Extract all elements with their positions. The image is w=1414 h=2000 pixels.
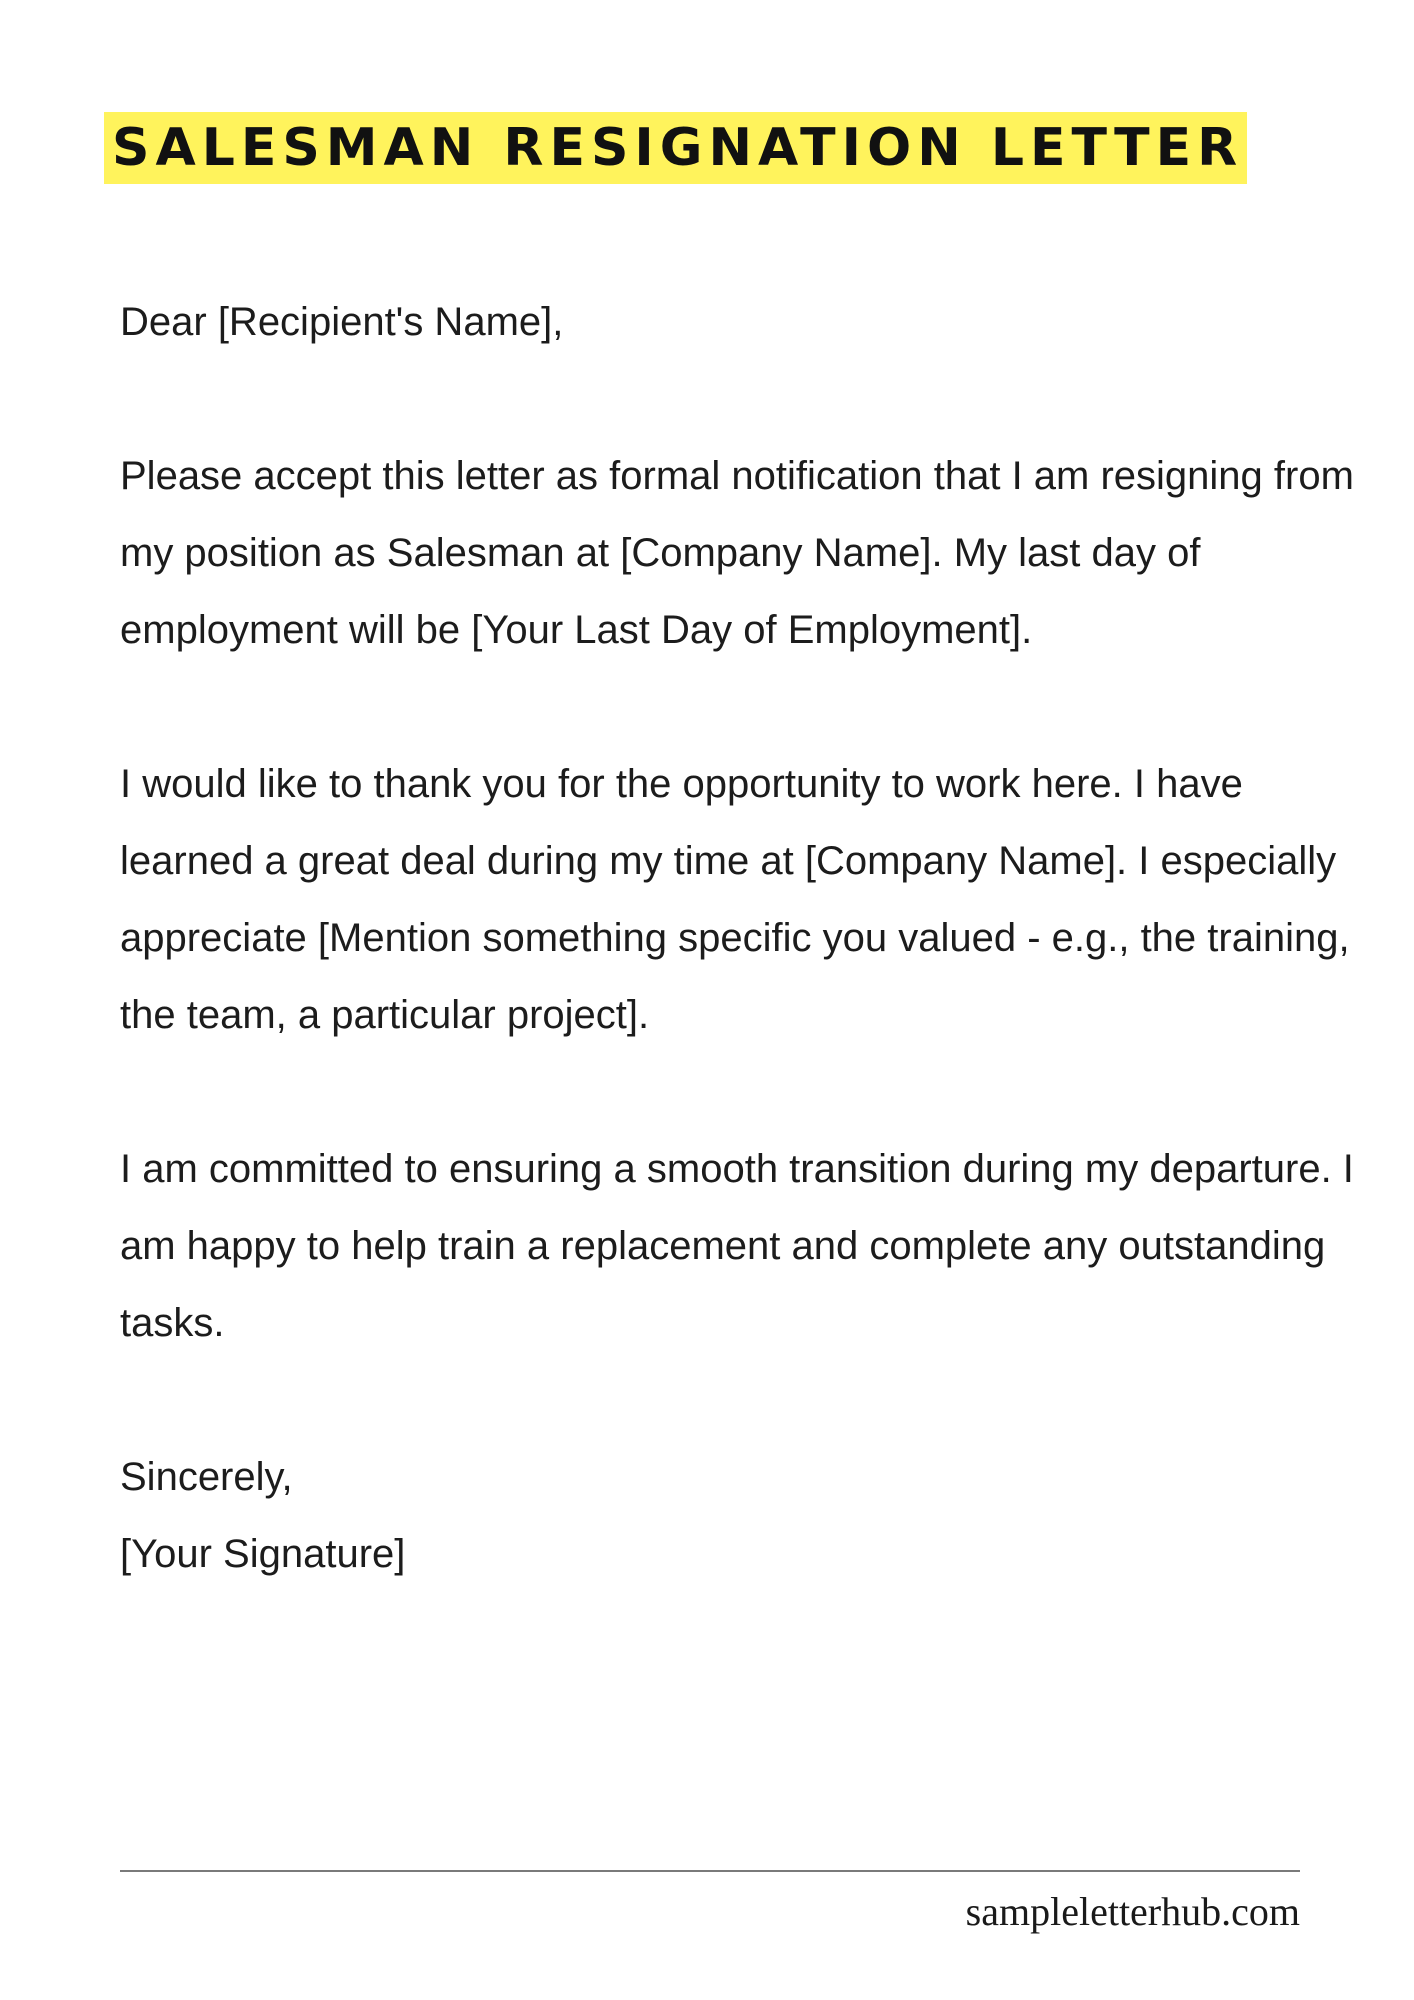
greeting: Dear [Recipient's Name], — [120, 300, 564, 344]
spacer — [120, 1054, 1360, 1131]
spacer — [120, 669, 1360, 746]
paragraph-3: I am committed to ensuring a smooth transition during my departure. I am happy to help train a replacement and complete any outstanding tasks. — [120, 1147, 1354, 1345]
page-title: SALESMAN RESIGNATION LETTER — [104, 112, 1247, 184]
letter-body — [120, 284, 1360, 1593]
paragraph-2: I would like to thank you for the opportunity to work here. I have learned a great deal during my time at [Company Name]. I especially appreciate [Mention something specific you valued - e.g., the training, the team, a particular project]. — [120, 762, 1350, 1037]
spacer — [120, 361, 1360, 438]
spacer — [120, 1362, 1360, 1439]
title-container — [104, 112, 1247, 184]
closing: Sincerely, — [120, 1455, 293, 1499]
signature: [Your Signature] — [120, 1532, 406, 1576]
footer-website: sampleletterhub.com — [965, 1889, 1300, 1934]
paragraph-1: Please accept this letter as formal notification that I am resigning from my position as Salesman at [Company Name]. My last day of employment will be [Your Last Day of Employment]. — [120, 454, 1354, 652]
footer-divider — [120, 1870, 1300, 1872]
